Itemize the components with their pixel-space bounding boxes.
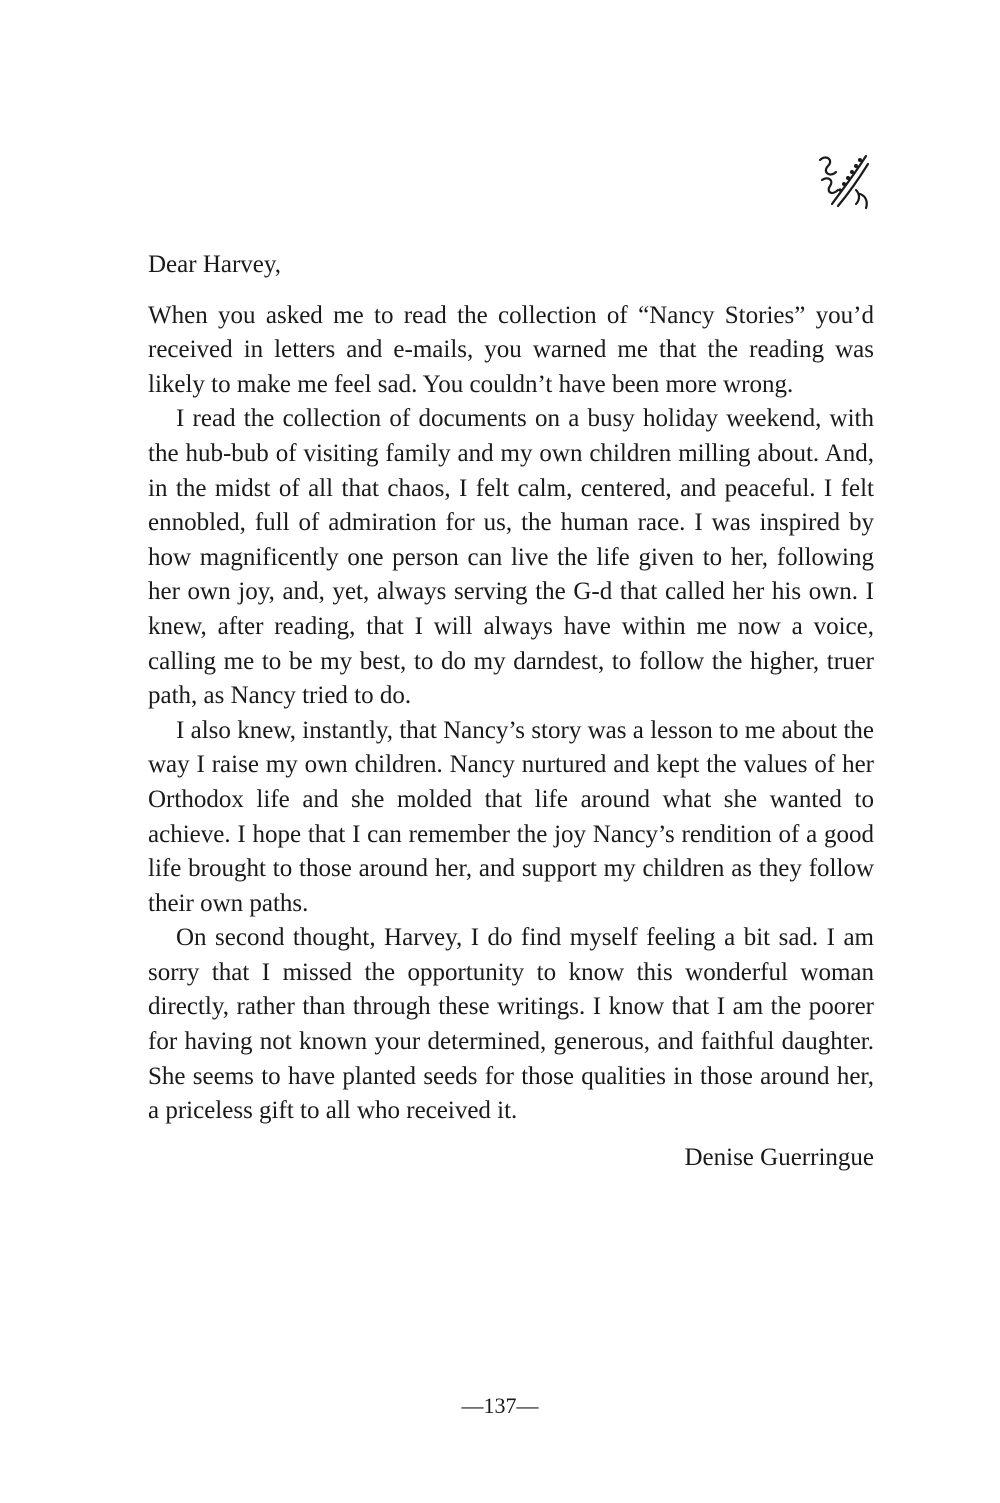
letter-paragraph: I read the collection of documents on a busy holiday weekend, with the hub-bub of visiting family and my own children milling about. And, in the midst of all that chaos, I felt calm, centered, and peaceful. I felt ennobled, full of admiration for us, the human race. I was inspired by how magnificently one person can live the life given to her, following her own joy, and, yet, always serving the G-d that called her his own. I knew, after reading, that I will always have within me now a voice, calling me to be my best, to do my darndest, to follow the higher, truer path, as Nancy tried to do. — [148, 405, 874, 710]
letter-paragraph: When you asked me to read the collection of “Nancy Stories” you’d received in letters and e-mails, you warned me that the reading was likely to make me feel sad. You couldn’t have been more wrong. — [148, 301, 874, 398]
letter-body — [148, 248, 874, 1175]
page-number: —137— — [461, 1393, 539, 1418]
letter-paragraph: I also knew, instantly, that Nancy’s story was a lesson to me about the way I raise my own children. Nancy nurtured and kept the values of her Orthodox life and she molded that life around what she wanted to achieve. I hope that I can remember the joy Nancy’s rendition of a good life brought to those around her, and support my children as they follow their own paths. — [148, 716, 874, 917]
floral-ornament-icon — [812, 150, 874, 212]
salutation: Dear Harvey, — [148, 251, 282, 278]
letter-paragraph: On second thought, Harvey, I do find myself feeling a bit sad. I am sorry that I missed the opportunity to know this wonderful woman directly, rather than through these writings. I know that I am the poorer for having not known your determined, generous, and faithful daughter. She seems to have planted seeds for those qualities in those around her, a priceless gift to all who received it. — [148, 924, 874, 1125]
signature: Denise Guerringue — [684, 1143, 874, 1171]
